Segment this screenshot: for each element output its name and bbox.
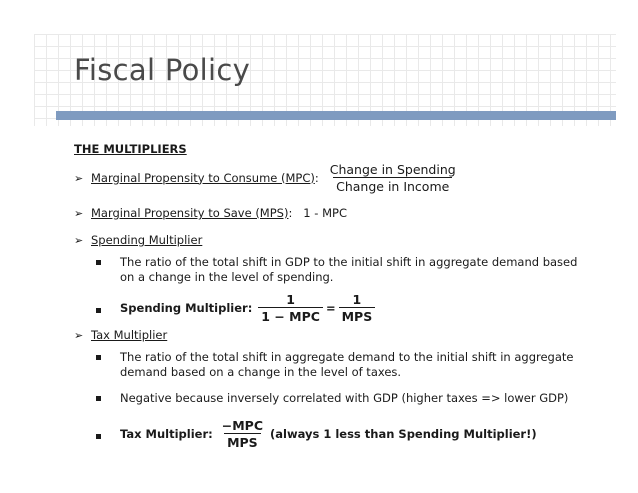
tax-description: The ratio of the total shift in aggregate demand to the initial shift in aggregate demand based on a change in the level of taxes.: [120, 350, 574, 379]
tax-fraction: [219, 418, 266, 450]
slide-title: Fiscal Policy: [74, 53, 251, 87]
mpc-item: [74, 162, 459, 194]
tax-frac-denominator: MPS: [224, 433, 261, 450]
section-heading: THE MULTIPLIERS: [74, 142, 187, 156]
mps-value: : 1 - MPC: [288, 206, 347, 220]
spending-fraction-1: [258, 292, 323, 324]
tax-description-item: [96, 350, 580, 380]
spending-description-item: [96, 255, 580, 285]
spending-item: [74, 233, 202, 248]
arrow-bullet-icon: ➢: [74, 171, 84, 185]
tax-label: Tax Multiplier: [91, 328, 168, 342]
tax-formula-note: (always 1 less than Spending Multiplier!): [270, 426, 537, 441]
title-accent-bar: [56, 111, 616, 120]
spending-frac1-numerator: 1: [286, 292, 295, 307]
spending-formula-item: [96, 292, 375, 324]
square-bullet-icon: [96, 391, 120, 407]
tax-item: [74, 328, 167, 343]
arrow-bullet-icon: ➢: [74, 234, 84, 247]
spending-description: The ratio of the total shift in GDP to the initial shift in aggregate demand based on a change in the level of spending.: [120, 255, 578, 284]
square-bullet-icon: [96, 429, 120, 439]
equals-sign: =: [325, 300, 336, 315]
tax-negative-item: [96, 391, 580, 407]
square-bullet-icon: [96, 350, 120, 380]
mps-item: [74, 206, 347, 221]
tax-frac-numerator: −MPC: [221, 418, 263, 433]
spending-frac2-numerator: 1: [352, 292, 362, 307]
tax-formula-label: Tax Multiplier:: [120, 426, 213, 441]
mpc-fraction: [327, 162, 459, 194]
spending-frac2-denominator: MPS: [339, 307, 376, 324]
mpc-label: Marginal Propensity to Consume (MPC): [91, 170, 315, 185]
square-bullet-icon: [96, 303, 120, 313]
mpc-denominator: Change in Income: [333, 177, 452, 194]
spending-label: Spending Multiplier: [91, 233, 203, 247]
tax-negative-note: Negative because inversely correlated with GDP (higher taxes => lower GDP): [120, 391, 569, 405]
arrow-bullet-icon: ➢: [74, 329, 84, 342]
spending-frac1-denominator: 1 − MPC: [258, 307, 323, 324]
mpc-numerator: Change in Spending: [329, 162, 456, 177]
square-bullet-icon: [96, 255, 120, 285]
spending-formula-label: Spending Multiplier:: [120, 300, 253, 315]
mps-label: Marginal Propensity to Save (MPS): [91, 206, 289, 220]
spending-fraction-2: [339, 292, 376, 324]
mpc-colon: :: [314, 170, 319, 185]
arrow-bullet-icon: ➢: [74, 207, 84, 220]
tax-formula-item: [96, 418, 537, 450]
